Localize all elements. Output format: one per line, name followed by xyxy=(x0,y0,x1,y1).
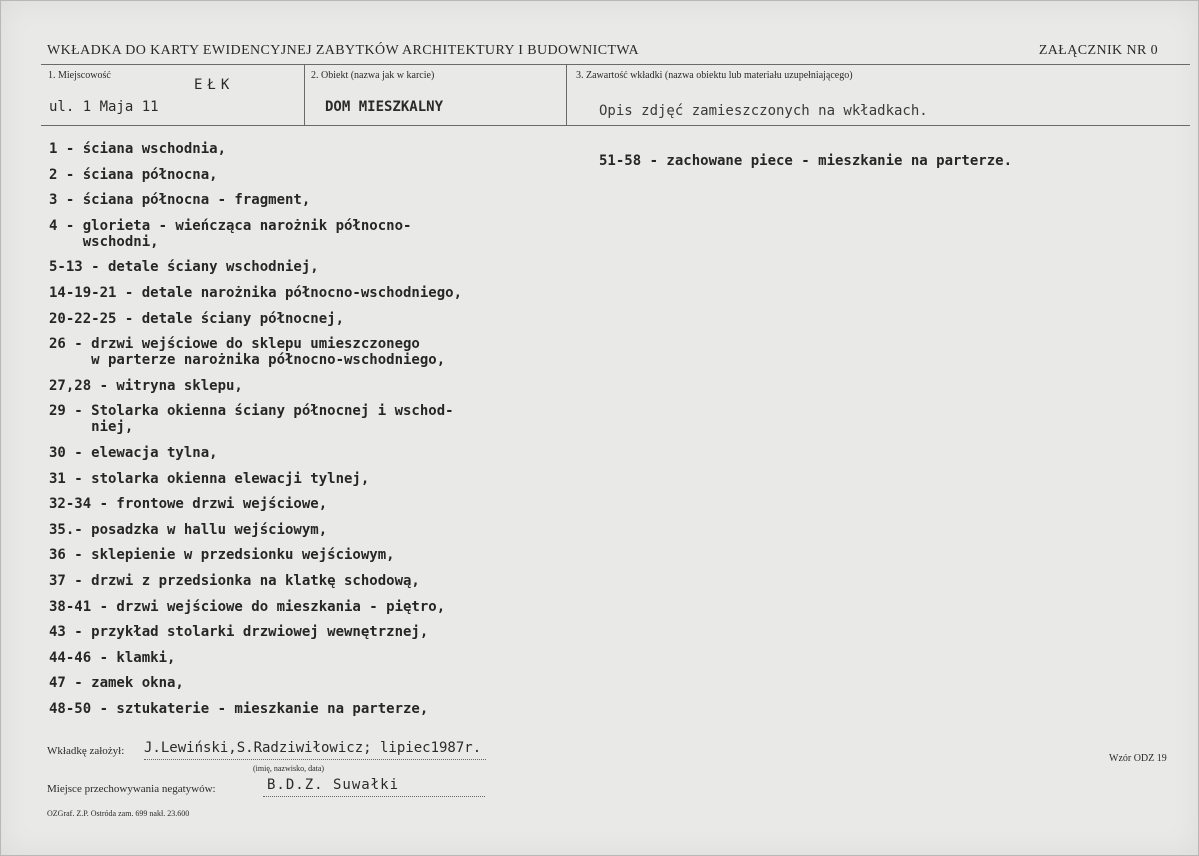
town-value: EŁK xyxy=(194,77,235,93)
list-item: 31 - stolarka okienna elewacji tylnej, xyxy=(49,470,370,487)
list-item: 35.- posadzka w hallu wejściowym, xyxy=(49,521,328,538)
list-item: 20-22-25 - detale ściany północnej, xyxy=(49,310,345,327)
list-item: 30 - elewacja tylna, xyxy=(49,444,218,461)
list-item: 43 - przykład stolarki drzwiowej wewnętrznej, xyxy=(49,624,429,641)
list-item: 4 - glorieta - wieńcząca narożnik północno- wschodni, xyxy=(49,217,412,250)
list-item: 36 - sklepienie w przedsionku wejściowym, xyxy=(49,547,395,564)
printer-note: OZGraf. Z.P. Ostróda zam. 699 nakł. 23.600 xyxy=(47,809,190,818)
storage-label: Miejsce przechowywania negatywów: xyxy=(47,783,216,795)
founder-value: J.Lewiński,S.Radziwiłowicz; lipiec1987r. xyxy=(144,740,482,756)
list-item: 51-58 - zachowane piece - mieszkanie na parterze. xyxy=(599,153,1013,169)
list-item: 3 - ściana północna - fragment, xyxy=(49,192,311,209)
list-item: 14-19-21 - detale narożnika północno-wschodniego, xyxy=(49,284,463,301)
list-item: 38-41 - drzwi wejściowe do mieszkania - piętro, xyxy=(49,598,446,615)
list-item: 32-34 - frontowe drzwi wejściowe, xyxy=(49,496,328,513)
list-item: 1 - ściana wschodnia, xyxy=(49,141,227,157)
location-label: 1. Miejscowość xyxy=(48,70,111,81)
object-label: 2. Obiekt (nazwa jak w karcie) xyxy=(311,70,435,81)
annex-number: ZAŁĄCZNIK NR 0 xyxy=(1038,43,1158,58)
list-item: 47 - zamek okna, xyxy=(49,675,184,692)
additional-description-list xyxy=(599,153,1012,169)
list-item: 27,28 - witryna sklepu, xyxy=(49,377,243,394)
list-item: 26 - drzwi wejściowe do sklepu umieszczonego w parterze narożnika północno-wschodniego, xyxy=(49,336,446,369)
list-item: 2 - ściana północna, xyxy=(49,166,218,183)
top-rule xyxy=(41,64,1190,65)
founder-label: Wkładkę założył: xyxy=(47,745,125,757)
content-label: 3. Zawartość wkładki (nazwa obiektu lub materiału uzupełniającego) xyxy=(576,70,853,81)
field-divider-1 xyxy=(304,65,305,125)
list-item: 48-50 - sztukaterie - mieszkanie na parterze, xyxy=(49,700,429,717)
card-title: WKŁADKA DO KARTY EWIDENCYJNEJ ZABYTKÓW ARCHITEKTURY I BUDOWNICTWA xyxy=(47,43,639,58)
field-divider-2 xyxy=(566,65,567,125)
founder-dotted-line xyxy=(144,759,486,760)
list-item: 29 - Stolarka okienna ściany północnej i wschod- niej, xyxy=(49,403,454,436)
list-item: 5-13 - detale ściany wschodniej, xyxy=(49,259,319,276)
list-item: 44-46 - klamki, xyxy=(49,649,176,666)
photo-description-list xyxy=(49,141,462,726)
founder-hint: (imię, nazwisko, data) xyxy=(253,764,325,773)
list-item: 37 - drzwi z przedsionka na klatkę schodową, xyxy=(49,572,420,589)
field-bottom-rule xyxy=(41,125,1190,126)
object-value: DOM MIESZKALNY xyxy=(325,99,444,115)
street-value: ul. 1 Maja 11 xyxy=(49,99,159,115)
storage-value: B.D.Z. Suwałki xyxy=(267,777,400,793)
form-code: Wzór ODZ 19 xyxy=(1109,753,1167,764)
storage-dotted-line xyxy=(263,796,485,797)
content-value: Opis zdjęć zamieszczonych na wkładkach. xyxy=(599,103,928,119)
